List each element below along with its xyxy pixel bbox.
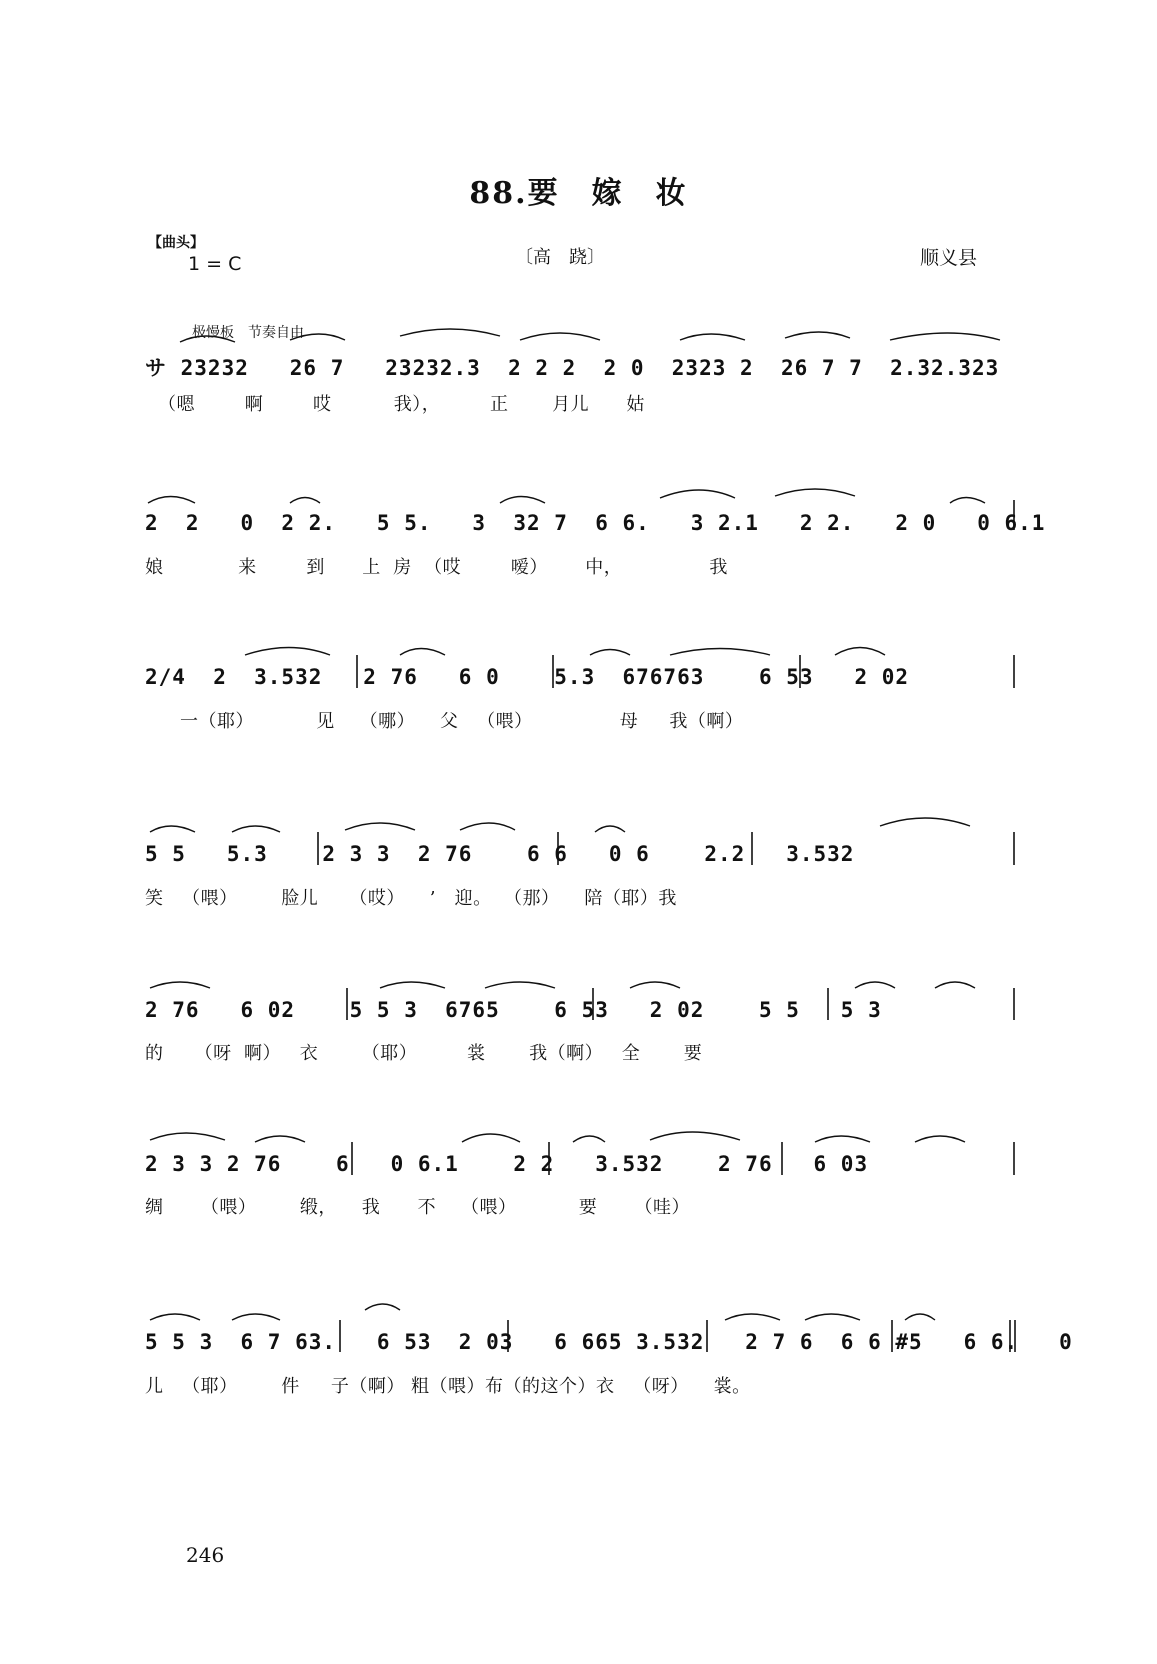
lyric-line-2: 娘 来 到 上 房 （哎 嗳） 中， 我 — [145, 557, 728, 578]
notation-line-2: 2 2 0 2 2. 5 5. 3 32 7 6 6. 3 2.1 2 2. 2 0 0 6.1 — [145, 511, 1046, 535]
notation-line-7: 5 5 3 6 7 63. 6 53 2 03 6 665 3.532 2 7 6 6 6 #5 6 6. 0 — [145, 1330, 1073, 1354]
page-number: 246 — [186, 1543, 225, 1567]
notation-line-5: 2 76 6 02 5 5 3 6765 6 53 2 02 5 5 5 3 — [145, 998, 882, 1022]
lyric-line-5: 的 （呀 啊） 衣 （耶） 裳 我（啊） 全 要 — [145, 1043, 703, 1064]
notation-line-6: 2 3 3 2 76 6 0 6.1 2 2 3.532 2 76 6 03 — [145, 1152, 869, 1176]
song-title: 88.要 嫁 妆 — [469, 176, 688, 211]
section-tag: 【曲头】 — [148, 235, 204, 251]
place-label: 顺义县 — [920, 247, 978, 269]
tempo-marking: 极慢板 节奏自由 — [192, 325, 304, 341]
lyric-line-3: 一（耶） 见 （哪） 父 （喂） 母 我（啊） — [180, 711, 744, 732]
notation-line-4: 5 5 5.3 2 3 3 2 76 6 6 0 6 2.2 3.532 — [145, 842, 855, 866]
notation-line-3: 2/4 2 3.532 2 76 6 0 5.3 676763 6 53 2 02 — [145, 665, 910, 689]
lyric-line-6: 绸 （喂） 缎， 我 不 （喂） 要 （哇） — [145, 1197, 691, 1218]
notation-line-1: サ 23232 26 7 23232.3 2 2 2 2 0 2323 2 26 7 7 2.32.323 — [145, 356, 1000, 380]
tune-label: 〔高 跷〕 — [515, 247, 605, 268]
lyric-line-7: 儿 （耶） 件 子（啊） 粗（喂）布（的这个）衣 （呀） 裳。 — [145, 1376, 751, 1397]
lyric-line-4: 笑 （喂） 脸儿 （哎） ’ 迎。 （那） 陪（耶）我 — [145, 888, 677, 909]
key-signature: 1 = C — [188, 253, 242, 275]
lyric-line-1: （嗯 啊 哎 我）， 正 月儿 姑 — [158, 394, 645, 415]
